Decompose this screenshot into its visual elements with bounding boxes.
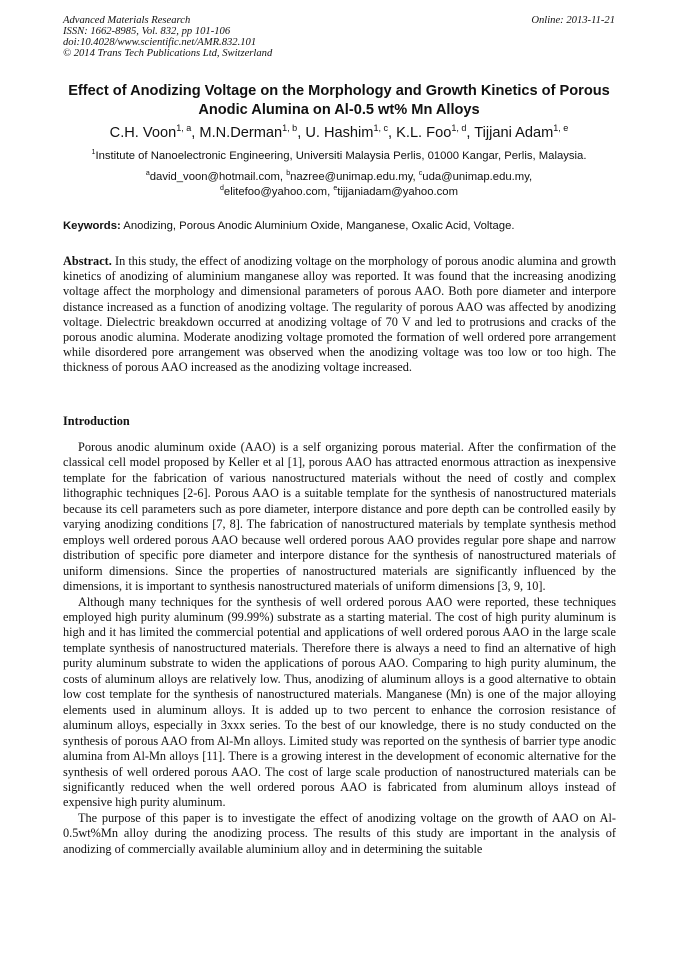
keywords [63, 219, 615, 233]
author-name: M.N.Derman [199, 125, 283, 141]
section-heading-introduction: Introduction [63, 414, 130, 428]
journal-name: Advanced Materials Research [63, 15, 191, 26]
author-affiliation-mark: 1, d [451, 123, 467, 134]
author-name: K.L. Foo [396, 125, 452, 141]
email-mark: e [333, 185, 338, 193]
author-affiliation-mark: 1, c [373, 123, 389, 134]
author-name: U. Hashim [305, 125, 374, 141]
email-mark: c [418, 170, 423, 178]
running-header [63, 15, 615, 59]
email-address[interactable]: elitefoo@yahoo.com [223, 186, 328, 198]
affiliation-mark: 1 [91, 149, 96, 157]
affiliation-text: Institute of Nanoelectronic Engineering, Universiti Malaysia Perlis, 01000 Kangar, Perlis, Malaysia. [95, 150, 587, 162]
author-name: Tijjani Adam [474, 125, 554, 141]
keywords-text: Anodizing, Porous Anodic Aluminium Oxide, Manganese, Oxalic Acid, Voltage. [123, 220, 515, 232]
paragraph: The purpose of this paper is to investigate the effect of anodizing voltage on the growth of AAO on Al-0.5wt%Mn alloy during the anodizing process. The results of this study are important in the analysis of anodizing of commercially available aluminium alloy and in determining the suitable [63, 810, 616, 856]
author-list: C.H. Voon$^{1, a}$, M.N.Derman$^{1, b}$, U. Hashim$^{1, c}$, K.L. Foo$^{1, d}$, Tijjani Adam$^{1, e}$ [109, 123, 569, 141]
introduction-body [63, 440, 616, 857]
author-name: C.H. Voon [109, 125, 177, 141]
keywords-label: Keywords: [63, 220, 121, 232]
email-mark: d [220, 185, 224, 193]
email-address[interactable]: tijjaniadam@yahoo.com [337, 186, 458, 198]
abstract [63, 254, 616, 376]
email-mark: b [286, 170, 291, 178]
email-address[interactable]: david_voon@hotmail.com [149, 171, 280, 183]
affiliation [40, 149, 638, 163]
author-affiliation-mark: 1, e [553, 123, 569, 134]
issn-line: ISSN: 1662-8985, Vol. 832, pp 101-106 [63, 26, 231, 37]
paper-title: Effect of Anodizing Voltage on the Morphology and Growth Kinetics of Porous Anodic Alumina on Al-0.5 wt% Mn Alloys [68, 83, 610, 118]
email-address[interactable]: uda@unimap.edu.my [422, 171, 530, 183]
online-date: Online: 2013-11-21 [531, 15, 615, 26]
author-affiliation-mark: 1, b [282, 123, 298, 134]
email-address[interactable]: nazree@unimap.edu.my [290, 171, 413, 183]
abstract-text: In this study, the effect of anodizing voltage on the morphology of porous anodic alumina and growth kinetics of anodizing of aluminium manganese alloy was reported. It was found that the increasing anodizing voltage affect the morphology and dimensional parameters of porous AAO. Both pore diameter and interpore distance increased as a function of anodizing voltage. The regularity of porous AAO was affected by anodizing voltage. Dielectric breakdown occurred at anodizing voltage of 70 V and led to protrusions and cracks of the porous anodic alumina. Moderate anodizing voltage promoted the formation of well ordered pore arrangement while disordered pore arrangement was observed when the anodizing voltage was too low or too high. The thickness of porous AAO increased as the anodizing voltage increased. [63, 254, 616, 375]
email-mark: a [145, 170, 150, 178]
paragraph: Although many techniques for the synthesis of well ordered porous AAO were reported, these techniques employed high purity aluminum (99.99%) substrate as a starting material. The cost of high purity aluminum is high and it has limited the commercial potential and applications of well ordered porous AAO in the large scale template synthesis of nanostructured materials. Therefore there is always a need to find an alternative of high purity aluminum substrate to widen the applications of porous AAO. Comparing to high purity aluminum, the costs of aluminum alloys are relatively low. Thus, anodizing of aluminum alloys is a good alternative to obtain low cost template for the synthesis of nanostructured materials. Manganese (Mn) is one of the major alloying elements used in aluminum alloys. It is added up to two percent to enhance the corrosion resistance of aluminum alloys, especially in 3xxx series. To the best of our knowledge, there is no study conducted on the synthesis of porous AAO from Al-Mn alloys. Limited study was reported on the synthesis of barrier type anodic alumina from Al-Mn alloys [11]. There is a growing interest in the development of economic alternative for the synthesis of well ordered porous AAO. The cost of large scale production of nanostructured materials can be significantly reduced when the well ordered porous AAO is fabricated from aluminum alloys instead of expensive high purity aluminum. [63, 594, 616, 810]
author-affiliation-mark: 1, a [176, 123, 192, 134]
copyright-line: © 2014 Trans Tech Publications Ltd, Switzerland [63, 48, 273, 59]
doi-line[interactable]: doi:10.4028/www.scientific.net/AMR.832.101 [63, 37, 257, 48]
email-list: $^a$david_voon@hotmail.com, $^b$nazree@unimap.edu.my, $^c$uda@unimap.edu.my, $^d$elitefoo@yahoo.com, $^e$tijjaniadam@yahoo.com [145, 170, 533, 198]
paragraph: Porous anodic aluminum oxide (AAO) is a self organizing porous material. After the confirmation of the classical cell model proposed by Keller et al [1], porous AAO has attracted enormous attraction as inexpensive template for the fabrication of various nanostructured materials without the need of costly and complex lithographic techniques [2-6]. Porous AAO is a suitable template for the synthesis of nanostructured materials because its cell parameters such as pore diameter, interpore distance and pore depth can be controlled easily by varying anodizing conditions [7, 8]. The fabrication of nanostructured materials by template synthesis method employs well ordered porous AAO because well ordered porous AAO provides regular pore shape and narrow distribution of specific pore diameter and interpore distance for the synthesis of nanostructured materials of uniform dimensions. Since the properties of nanostructured materials are significantly influenced by the dimensions, it is important to synthesis nanostructured materials of uniform dimensions [3, 9, 10]. [63, 440, 616, 594]
abstract-label: Abstract. [63, 254, 112, 268]
